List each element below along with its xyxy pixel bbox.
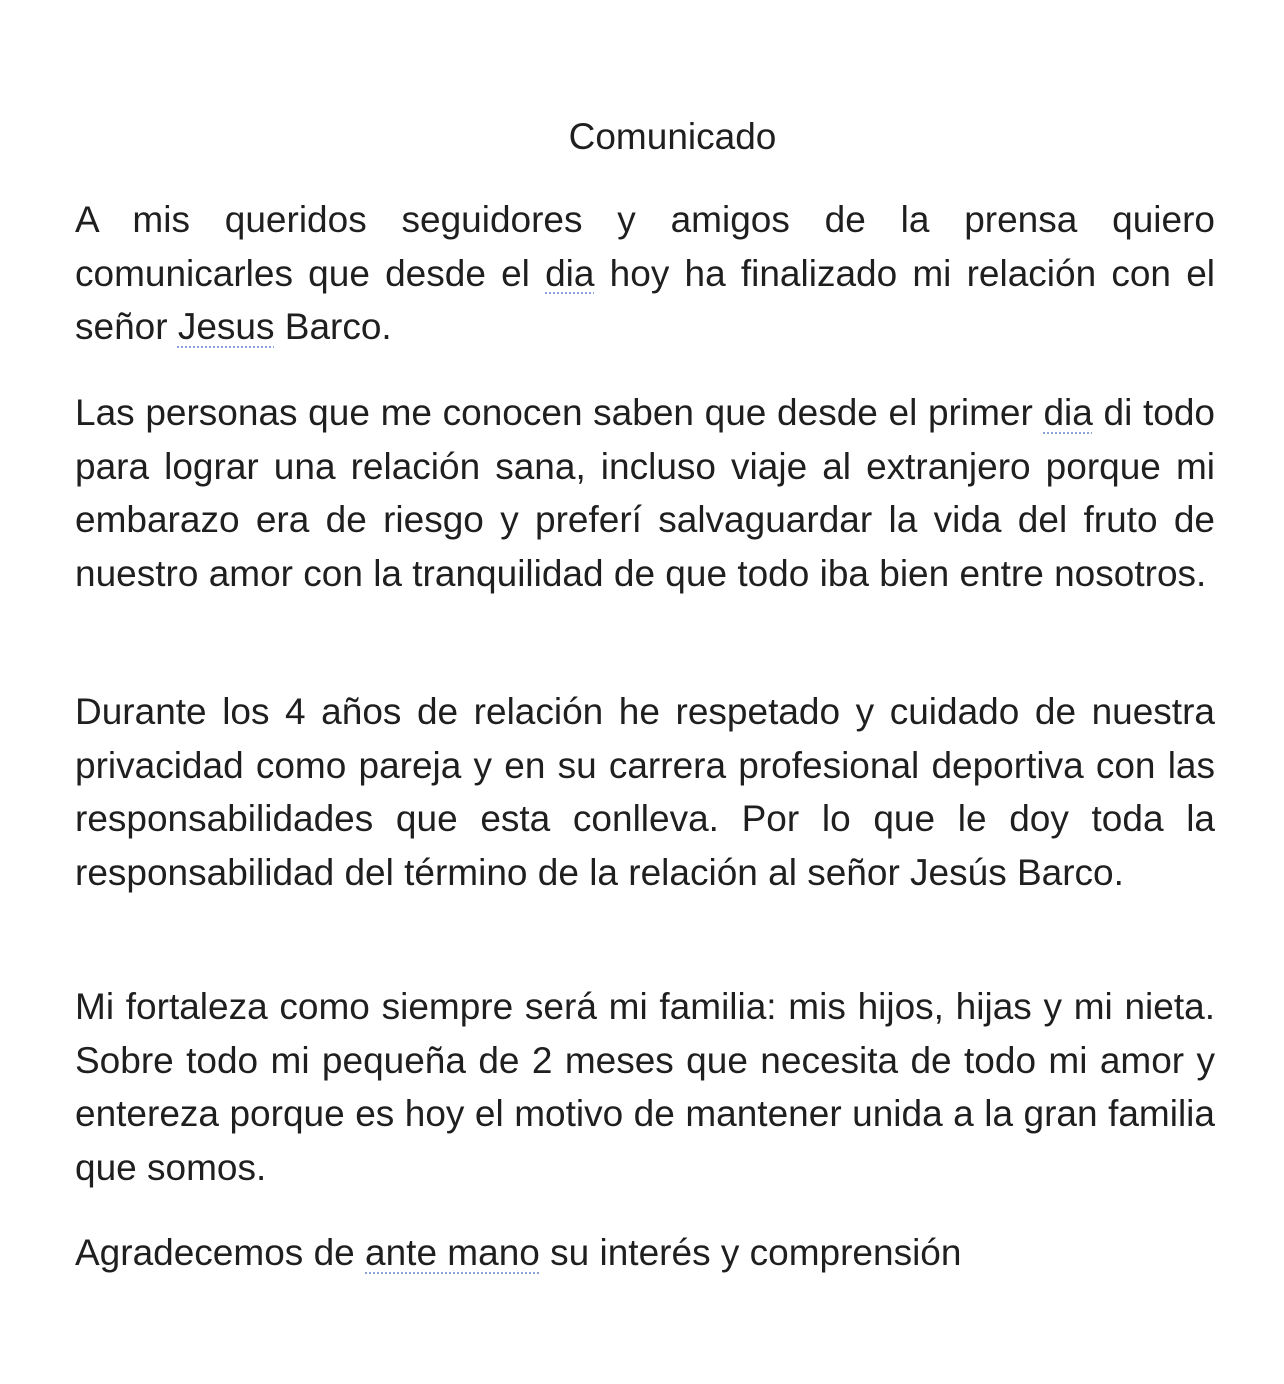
- paragraph-4: Mi fortaleza como siempre será mi familia: mis hijos, hijas y mi nieta. Sobre todo mi pequeña de 2 meses que necesita de todo mi amor y entereza porque es hoy el motivo de mantener unida a la gran familia que somos.: [75, 986, 1215, 1188]
- spelling-flagged-word: dia: [1043, 392, 1093, 433]
- paragraph-1: [75, 193, 1215, 354]
- spelling-flagged-word: dia: [545, 252, 595, 294]
- paragraph-text: Agradecemos de: [75, 1232, 366, 1273]
- spelling-flagged-word: ante mano: [365, 1232, 540, 1273]
- spelling-flagged-word: Jesus: [177, 306, 275, 347]
- paragraph-text: A mis queridos seguidores y amigos de la prensa quiero comunicarles que desde el: [75, 199, 1215, 294]
- paragraph-3: Durante los 4 años de relación he respetado y cuidado de nuestra privacidad como pareja y en su carrera profesional deportiva con las responsabilidades que esta conlleva. Por lo que le doy toda la responsabilidad del término de la relación al señor Jesús Barco.: [75, 691, 1215, 893]
- paragraph-text: su interés y comprensión: [539, 1232, 962, 1273]
- document-title: Comunicado: [568, 116, 777, 157]
- paragraph-2: [75, 386, 1215, 600]
- paragraph-text: Las personas que me conocen saben que desde el primer: [75, 392, 1044, 433]
- paragraph-text: Barco.: [274, 306, 392, 347]
- paragraph-5: [75, 1226, 1215, 1280]
- paragraph-text: hoy ha finalizado mi relación con el señor: [75, 252, 1215, 347]
- paragraph-text: di todo para lograr una relación sana, incluso viaje al extranjero porque mi embarazo era de riesgo y preferí salvaguardar la vida del fruto de nuestro amor con la tranquilidad de que todo iba bien entre nosotros.: [75, 392, 1215, 594]
